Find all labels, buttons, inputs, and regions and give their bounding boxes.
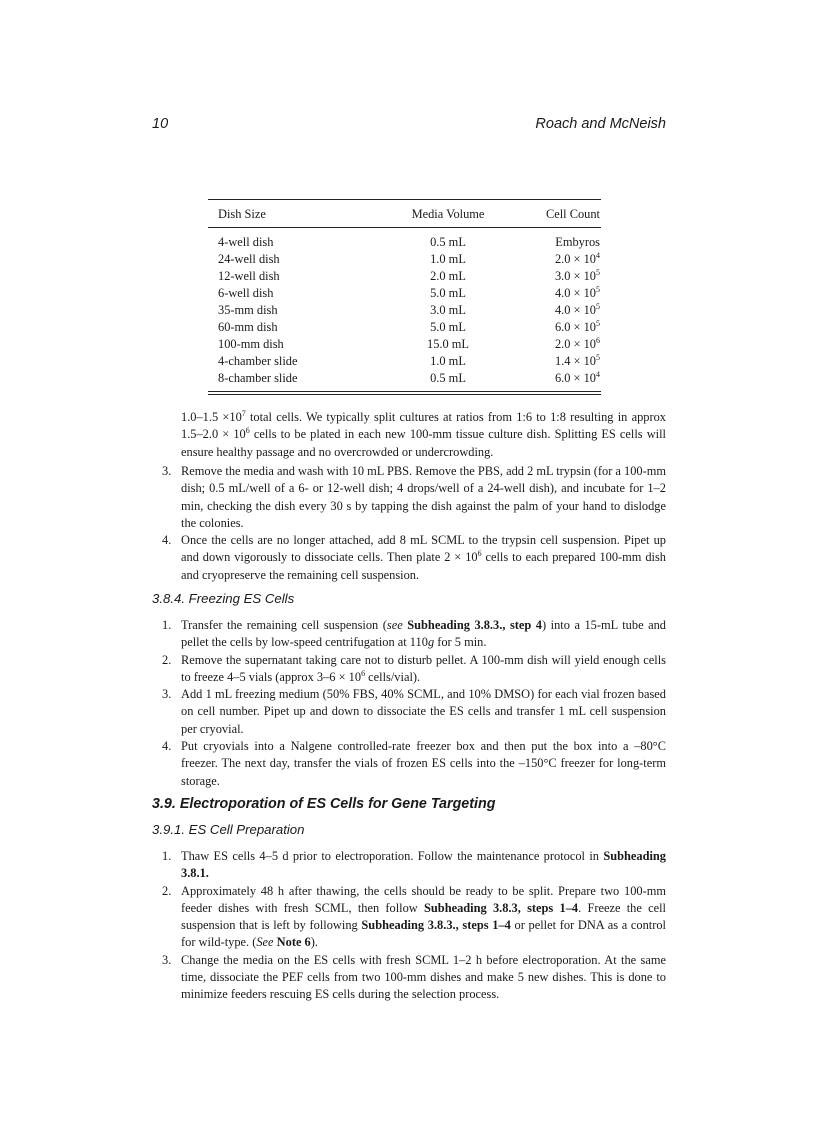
cell-cell-count: $6.0 \times 10^5$	[554, 318, 600, 334]
cross-reference: Subheading 3.8.3., steps 1–4	[361, 918, 511, 933]
heading-freezing-es-cells: 3.8.4. Freezing ES Cells	[152, 591, 295, 606]
heading-electroporation: 3.9. Electroporation of ES Cells for Gene Targeting	[152, 796, 496, 812]
cell-cell-count: $2.0 \times 10^6$	[554, 335, 600, 351]
heading-es-cell-preparation: 3.9.1. ES Cell Preparation	[152, 822, 305, 837]
cross-reference: Subheading 3.8.1.	[181, 849, 666, 881]
continuation-paragraph: $1.0-1.5 \times 10^7$ total cells. We typically split cultures at ratios from 1:6 to 1:8 resulting in approx $1.5-2.0 \times 10^6$ cells to be plated in each new 100-mm tissue culture dish. Splitting ES cells will ensure healthy passage and no overcrowded or undercrowding.	[181, 408, 666, 459]
cell-dish-size: 24-well dish	[218, 252, 280, 266]
list-item: 2. Approximately 48 h after thawing, the cells should be ready to be split. Prepare two 100-mm feeder dishes with fresh SCML, then follow Subheading 3.8.3, steps 1–4. Freeze the cell suspension that is left by following Subheading 3.8.3., steps 1–4 or pellet for DNA as a control for wild-type. (See Note 6).	[162, 883, 666, 950]
cell-cell-count: $2.0 \times 10^4$	[554, 250, 600, 266]
cell-dish-size: 35-mm dish	[218, 303, 278, 317]
table-row	[208, 319, 601, 336]
cell-cell-count: $3.0 \times 10^5$	[554, 267, 600, 283]
cell-dish-size: 4-well dish	[218, 235, 274, 249]
cross-reference: Note 6	[276, 935, 311, 950]
cell-cell-count: $4.0 \times 10^5$	[554, 284, 600, 300]
section-384-list	[152, 617, 666, 790]
cell-media-volume: 5.0 mL	[430, 320, 466, 334]
cell-media-volume: 1.0 mL	[430, 252, 466, 266]
table-row	[208, 268, 601, 285]
section-383-list	[152, 463, 666, 584]
list-item: 3. Remove the media and wash with 10 mL PBS. Remove the PBS, add 2 mL trypsin (for a 100-mm dish; 0.5 mL/well of a 6- or 12-well dish; 4 drops/well of a 24-well dish), and incubate for 1–2 min, checking the dish every 30 s by tapping the dish against the palm of your hand to dislodge the colonies.	[162, 464, 667, 530]
cell-media-volume: 2.0 mL	[430, 269, 466, 283]
running-head	[152, 116, 666, 136]
cell-media-volume: 1.0 mL	[430, 354, 466, 368]
table-row	[208, 302, 601, 319]
cross-reference: Subheading 3.8.3, steps 1–4	[424, 900, 579, 915]
col-header-dish-size: Dish Size	[218, 206, 266, 221]
list-item: 2. Remove the supernatant taking care not to disturb pellet. A 100-mm dish will yield enough cells to freeze 4–5 vials (approx $3-6 \times 10^6$ cells/vial).	[162, 652, 666, 684]
table-row	[208, 336, 601, 353]
cell-dish-size: 8-chamber slide	[218, 371, 298, 385]
col-header-media-volume: Media Volume	[411, 206, 485, 221]
cell-cell-count: $1.4 \times 10^5$	[554, 352, 600, 368]
cross-reference: Subheading 3.8.3., step 4	[407, 618, 542, 632]
cell-cell-count: Embyros	[555, 235, 600, 249]
cell-dish-size: 6-well dish	[218, 286, 274, 300]
table-body	[208, 228, 601, 390]
table-bottom-rule	[208, 391, 601, 392]
col-header-cell-count: Cell Count	[545, 206, 600, 221]
table-row	[208, 251, 601, 268]
cell-media-volume: 0.5 mL	[430, 371, 466, 385]
cell-dish-size: 4-chamber slide	[218, 354, 298, 368]
list-item: 3. Add 1 mL freezing medium (50% FBS, 40% SCML, and 10% DMSO) for each vial frozen based on cell number. Pipet up and down to dissociate the ES cells and transfer 1 mL cell suspension per cryovial.	[162, 687, 666, 736]
table-row	[208, 234, 601, 251]
cell-dish-size: 100-mm dish	[218, 337, 284, 351]
table-row	[208, 285, 601, 302]
cell-dish-size: 60-mm dish	[218, 320, 278, 334]
table-header-row	[208, 200, 601, 227]
cell-cell-count: $6.0 \times 10^4$	[554, 369, 600, 385]
table-bottom-rule-2	[208, 394, 601, 395]
cell-media-volume: 0.5 mL	[430, 235, 466, 249]
dish-table	[208, 199, 601, 395]
table-row	[208, 370, 601, 387]
cell-cell-count: $4.0 \times 10^5$	[554, 301, 600, 317]
list-item: 4. Once the cells are no longer attached, add 8 mL SCML to the trypsin cell suspension. Pipet up and down vigorously to dissociate cells. Then plate $2 \times 10^6$ cells to each prepared 100-mm dish and cryopreserve the remaining cell suspension.	[162, 533, 666, 582]
section-391-list	[152, 848, 666, 1004]
list-item: 3. Change the media on the ES cells with fresh SCML 1–2 h before electroporation. At the same time, dissociate the PEF cells from two 100-mm dishes and make 5 new dishes. This is done to minimize feeders rescuing ES cells during the selection process.	[162, 952, 666, 1002]
list-item: 4. Put cryovials into a Nalgene controlled-rate freezer box and then put the box into a –80°C freezer. The next day, transfer the vials of frozen ES cells into the –150°C freezer for long-term storage.	[162, 739, 666, 788]
list-item: 1. Transfer the remaining cell suspension (see Subheading 3.8.3., step 4) into a 15-mL tube and pellet the cells by low-speed centrifugation at 110g for 5 min.	[162, 618, 666, 650]
cell-media-volume: 5.0 mL	[430, 286, 466, 300]
cell-media-volume: 15.0 mL	[427, 337, 469, 351]
list-item: 1. Thaw ES cells 4–5 d prior to electroporation. Follow the maintenance protocol in Subheading 3.8.1.	[162, 849, 666, 881]
page-number: 10	[152, 116, 169, 132]
running-head-authors: Roach and McNeish	[535, 116, 666, 132]
cell-dish-size: 12-well dish	[218, 269, 280, 283]
table-row	[208, 353, 601, 370]
cell-media-volume: 3.0 mL	[430, 303, 466, 317]
